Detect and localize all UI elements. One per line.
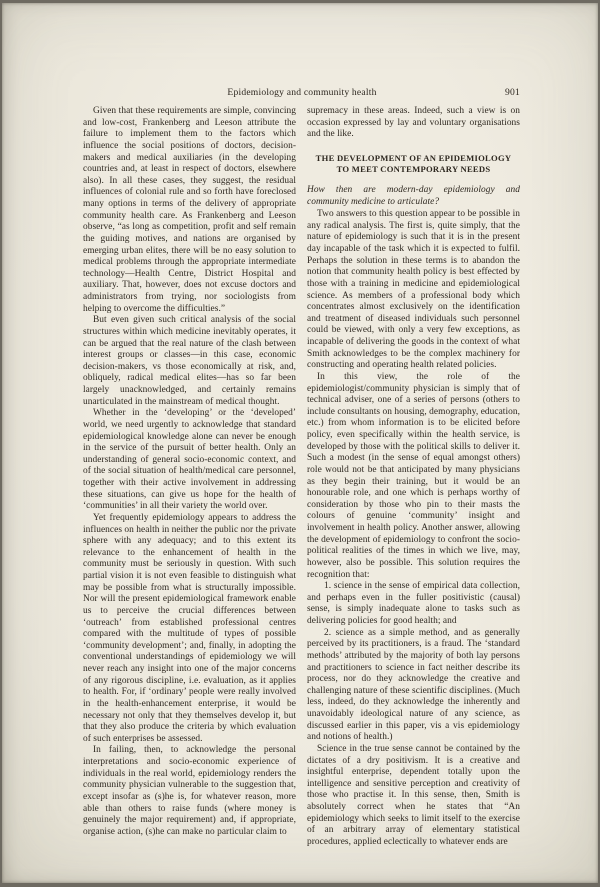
- question-text: How then are modern-day epidemiology and community medicine to articulate?: [307, 184, 520, 207]
- section-heading-line1: THE DEVELOPMENT OF AN EPIDEMIOLOGY: [315, 152, 512, 163]
- paragraph: In this view, the role of the epidemiologist/community physician is simply that of technical adviser, one of a series of persons (others to include consultants on housing, demography, education, etc.) from whom information is to be elicited before policy, even specifically within the health service, is developed by those with the political skills to deliver it. Such a modest (in the sense of equal amongst others) role would not be that anticipated by many physicians as they begin their training, but it would be an honourable role, and one which is perhaps worthy of consideration by those who pin to their masts the colours of genuine ‘community’ insight and involvement in health policy. Another answer, allowing the development of epidemiology to confront the socio-political realities of the times in which we live, may, however, also be possible. This solution requires the recognition that:: [307, 371, 520, 580]
- paragraph: Given that these requirements are simple, convincing and low-cost, Frankenberg and Leeson attribute the failure to implement them to the factors which influence the social positions of doctors, decision-makers and medical auxiliaries (in the developing countries and, at least in respect of doctors, elsewhere also). In all these cases, they suggest, the residual influences of colonial rule and so forth have foreclosed many options in terms of the delivery of appropriate community health care. As Frankenberg and Leeson observe, “as long as competition, profit and self remain the guiding motives, and nations are organised by emerging urban elites, there will be no easy solution to medical problems through the appropriate intermediate technology—Health Centre, District Hospital and auxiliary. That, however, does not excuse doctors and administrators from trying, nor sociologists from helping to overcome the difficulties.”: [83, 106, 296, 314]
- section-heading: [309, 153, 518, 175]
- section-heading-line2: TO MEET CONTEMPORARY NEEDS: [336, 163, 491, 174]
- page-number: 901: [505, 87, 520, 98]
- paragraph: Yet frequently epidemiology appears to address the influences on health in neither the public nor the private sphere with any adequacy; and to this extent its relevance to the enhancement of health in the community must be seriously in question. With such partial vision it is not even feasible to distinguish what may be possible from what is structurally impossible. Nor will the present epidemiological framework enable us to perceive the crucial differences between ‘outreach’ from established professional centres compared with the multitude of types of possible ‘community development’; and, finally, in adopting the conventional understandings of epidemiology we will never reach any insight into one of the major concerns of any rigorous discipline, i.e. evaluation, as it applies to health. For, if ‘ordinary’ people were really involved in the health-enhancement enterprise, it would be necessary not only that they themselves develop it, but that they also produce the criteria by which evaluation of such enterprises be assessed.: [83, 512, 296, 744]
- numbered-item-1: 1. science in the sense of empirical data collection, and perhaps even in the fuller positivistic (causal) sense, is simply inadequate alone to tasks such as delivering policies for good health; and: [307, 581, 520, 626]
- paragraph: In failing, then, to acknowledge the personal interpretations and socio-economic experience of individuals in the real world, epidemiology renders the community physician vulnerable to the suggestion that, except insofar as (s)he is, for whatever reason, more able than others to raise funds (where money is genuinely the major requirement) and, if appropriate, organise action, (s)he can make no particular claim to: [83, 745, 296, 837]
- italic-question: [307, 185, 520, 208]
- paragraph: But even given such critical analysis of the social structures within which medicine inevitably operates, it can be argued that the real nature of the clash between interest groups or classes—in this case, economic decision-makers, vs those economically at risk, and, obliquely, radical medical elites—has so far been largely unacknowledged, and certainly remains unarticulated in the mainstream of medical thought.: [83, 315, 296, 407]
- numbered-item-2: 2. science as a simple method, and as generally perceived by its practitioners, is a fraud. The ‘standard methods’ attributed by the majority of both lay persons and practitioners to science in fact neither describe its process, nor do they acknowledge the creative and challenging nature of these scientific disciplines. (Much less, indeed, do they acknowledge the inherently and unavoidably ideological nature of any science, as discussed earlier in this paper, vis a vis epidemiology and notions of health.): [307, 627, 520, 743]
- running-title: Epidemiology and community health: [227, 87, 377, 98]
- paragraph: Science in the true sense cannot be contained by the dictates of a dry positivism. It is a creative and insightful enterprise, dependent totally upon the intelligence and sensitive perception and creativity of those who practise it. In this sense, then, Smith is absolutely correct when he states that “An epidemiology which seeks to limit itself to the exercise of an arbitrary array of elementary statistical procedures, applied eclectically to whatever ends are: [307, 743, 520, 847]
- page-header: [83, 87, 521, 99]
- two-column-layout: [83, 106, 521, 849]
- page-content: [83, 87, 521, 849]
- scanned-page: [2, 3, 598, 883]
- paragraph: Two answers to this question appear to be possible in any radical analysis. The first is, quite simply, that the nature of epidemiology is such that it is in the present day incapable of the task which it is expected to fulfil. Perhaps the solution in these terms is to abandon the notion that community health policy is best effected by those with a training in medicine and epidemiological science. As members of a professional body which concentrates almost exclusively on the identification and treatment of diseased individuals such personnel could be viewed, with only a very few exceptions, as incapable of delivering the goods in the context of what Smith acknowledges to be the complex machinery for constructing and operating health related policies.: [307, 209, 520, 371]
- column-left: [83, 106, 296, 849]
- column-right: [307, 106, 520, 849]
- paragraph-continuation: supremacy in these areas. Indeed, such a view is on occasion expressed by lay and voluntary organisations and the like.: [307, 106, 520, 140]
- paragraph: Whether in the ‘developing’ or the ‘developed’ world, we need urgently to acknowledge that standard epidemiological knowledge alone can never be enough in the service of the pursuit of better health. Only an understanding of general socio-economic context, and of the social situation of health/medical care personnel, together with their active involvement in addressing these situations, can give us hope for the health of ‘communities’ in all their variety the world over.: [83, 408, 296, 512]
